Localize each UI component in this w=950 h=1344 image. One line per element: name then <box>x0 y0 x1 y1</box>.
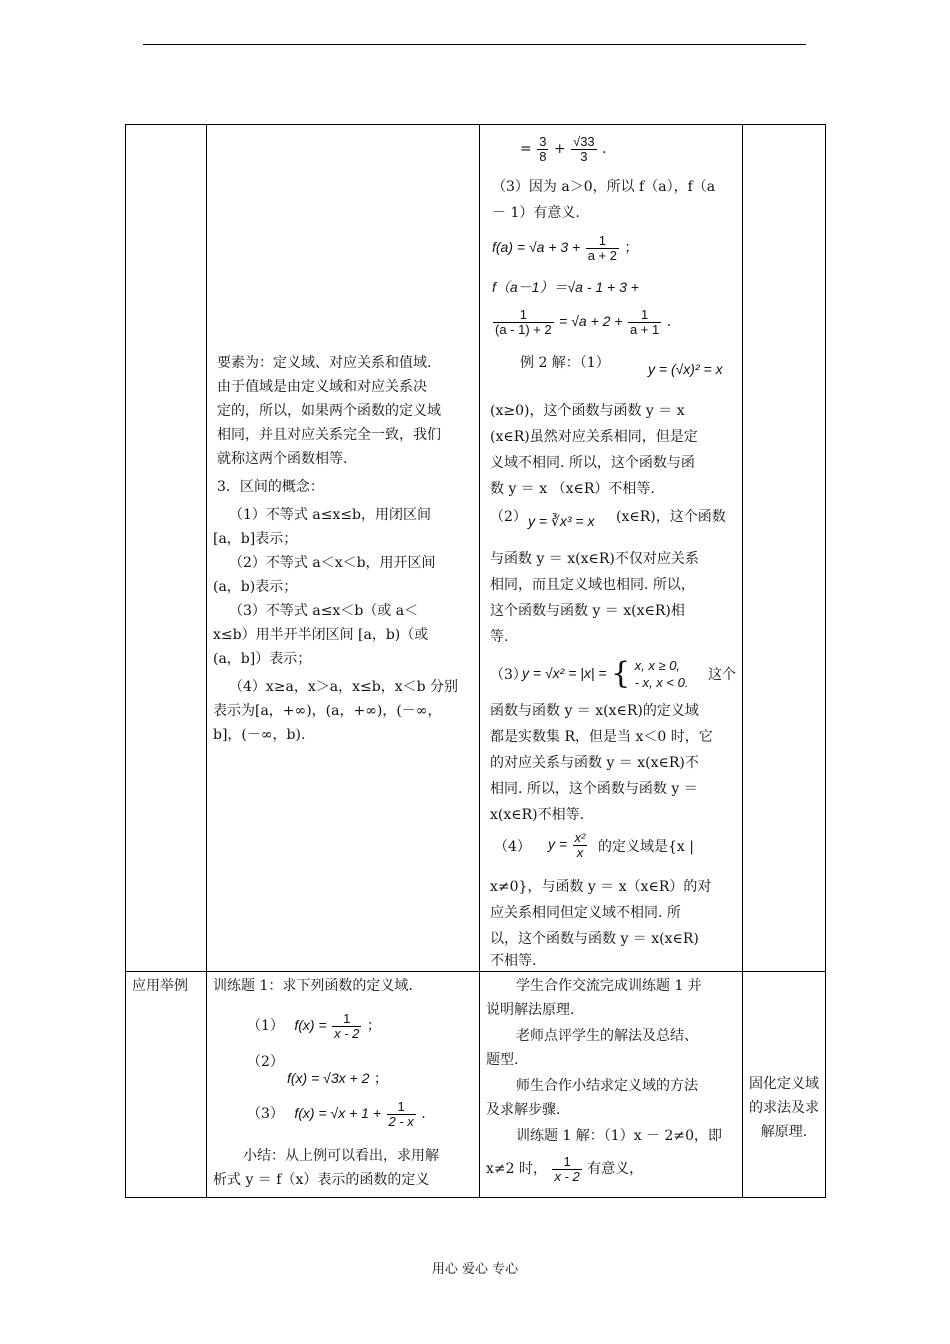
formula-q2 <box>528 511 595 532</box>
text-line: 与函数 y ＝ x(x∈R)不仅对应关系 <box>490 551 699 567</box>
text-line: 函数与函数 y ＝ x(x∈R)的定义域 <box>490 703 699 719</box>
denominator: 3 <box>580 148 588 164</box>
fraction <box>387 1100 416 1129</box>
denominator: x - 2 <box>334 1025 360 1041</box>
activity-line: 说明解法原理. <box>486 1002 575 1018</box>
text-line: 这个函数与函数 y ＝ x(x∈R)相 <box>490 603 685 619</box>
header-rule <box>143 44 806 45</box>
item-number: （2） <box>247 1054 284 1070</box>
formula-text: f(x) = √x + 1 + <box>294 1105 382 1121</box>
numerator: 1 <box>493 308 554 323</box>
text-line: [a，b]表示； <box>213 531 298 547</box>
text-line: （3）不等式 a≤x＜b（或 a＜ <box>229 603 419 619</box>
col1-empty-cell <box>126 125 207 972</box>
formula-text: f(x) = <box>294 1017 327 1033</box>
item-number: （3） <box>247 1106 284 1122</box>
formula-text: + <box>553 141 566 157</box>
formula-text: f(x) = √3x + 2 <box>287 1070 370 1086</box>
text-line: (x≥0)，这个函数与函数 y ＝ x <box>490 403 685 419</box>
text-line: （1）不等式 a≤x≤b，用闭区间 <box>229 507 432 523</box>
formula-q4 <box>548 825 588 864</box>
text-line: 由于值域是由定义域和对应关系决 <box>217 379 427 395</box>
text-line: 定的，所以，如果两个函数的定义域 <box>217 403 441 419</box>
formula-text: . <box>421 1106 426 1122</box>
text-line: （3）因为 a＞0，所以 f（a），f（a <box>492 179 716 195</box>
piecewise-cases <box>635 657 689 691</box>
fraction <box>571 135 597 164</box>
text-line: 的对应关系与函数 y ＝ x(x∈R)不 <box>490 755 699 771</box>
numerator: 1 <box>586 234 619 249</box>
case-line: - x, x < 0. <box>634 675 689 690</box>
text-line: 都是实数集 R，但是当 x＜0 时，它 <box>490 729 713 745</box>
goal-cell <box>743 972 826 1198</box>
formula-text: ； <box>624 240 639 256</box>
text-line: (a，b)表示； <box>213 579 298 595</box>
exercise-title: 训练题 1：求下列函数的定义域. <box>213 978 413 994</box>
text-line: （2） <box>490 509 527 525</box>
numerator: 1 <box>552 1155 581 1170</box>
brace-glyph: { <box>611 656 631 691</box>
fraction <box>332 1012 361 1041</box>
formula-ex2 <box>648 359 723 380</box>
text-line: （3） <box>490 667 527 683</box>
text-line: 例 2 解：（1） <box>520 355 610 371</box>
formula-text: . <box>666 314 672 330</box>
exercise-item-1 <box>247 1008 381 1043</box>
denominator: x - 2 <box>554 1168 580 1184</box>
formula-text: = √a + 2 + <box>559 313 623 329</box>
text-line: 以，这个函数与函数 y ＝ x(x∈R) <box>490 931 699 947</box>
numerator: x² <box>574 829 586 845</box>
work-cell <box>480 125 743 972</box>
denominator: 2 - x <box>388 1113 414 1129</box>
formula-text: y = ∛x³ = x <box>528 513 595 529</box>
denominator: a + 1 <box>629 321 660 337</box>
activity-line <box>486 1152 643 1186</box>
table-row <box>126 972 826 1198</box>
denominator: 8 <box>539 148 547 164</box>
formula-text: y = (√x)² = x <box>648 361 723 377</box>
formula-result <box>520 133 607 165</box>
numerator: 1 <box>332 1012 361 1027</box>
formula-text: ； <box>366 1018 381 1034</box>
activity-line: 及求解步骤. <box>486 1102 561 1118</box>
text-line: (x∈R)，这个函数 <box>616 509 726 525</box>
activity-line: 题型. <box>486 1052 519 1068</box>
text-line: 义域不相同. 所以，这个函数与函 <box>490 455 695 471</box>
formula-text: ； <box>373 1071 388 1087</box>
stage-label: 应用举例 <box>132 978 188 994</box>
denominator: x <box>576 844 584 860</box>
text-line: 的定义域是{x | <box>598 839 694 855</box>
text-line: 相同. 所以，这个函数与函数 y ＝ <box>490 781 698 797</box>
text-line: （4）x≥a，x＞a，x≤b，x＜b 分别 <box>229 679 459 695</box>
text-line: b]，(－∞，b). <box>213 727 306 743</box>
fraction <box>573 831 588 860</box>
text-line: 相同，并且对应关系完全一致，我们 <box>217 427 441 443</box>
section-heading: 3．区间的概念： <box>217 479 324 495</box>
formula-text: y = <box>548 836 568 852</box>
case-line: x, x ≥ 0, <box>634 658 681 673</box>
exercise-cell <box>207 972 480 1198</box>
text-line: （2）不等式 a＜x＜b，用开区间 <box>229 555 436 571</box>
text-line: x≠0}，与函数 y ＝ x（x∈R）的对 <box>490 879 712 895</box>
formula-text: f（a－1）＝√a - 1 + 3 + <box>492 279 639 295</box>
formula-text: y = √x² = |x| = <box>522 665 607 681</box>
activity-text: x≠2 时， <box>486 1161 547 1177</box>
formula-fa1 <box>492 277 639 298</box>
content-cell <box>207 125 480 972</box>
item-number: （1） <box>247 1018 284 1034</box>
denominator: (a - 1) + 2 <box>495 321 552 337</box>
text-line: 表示为[a，+∞)，(a，+∞)，(－∞， <box>213 703 442 719</box>
activity-line: 训练题 1 解：（1）x － 2≠0，即 <box>516 1128 723 1144</box>
col4-empty-cell <box>743 125 826 972</box>
text-line: 应关系相同但定义域不相同. 所 <box>490 905 681 921</box>
activity-cell <box>480 972 743 1198</box>
numerator: 1 <box>628 308 661 323</box>
text-line: x(x∈R)不相等. <box>490 807 585 823</box>
text-line: (a，b]）表示； <box>213 651 312 667</box>
text-line: 就称这两个函数相等. <box>217 451 348 467</box>
text-line: 相同，而且定义域也相同. 所以， <box>490 577 695 593</box>
activity-line: 老师点评学生的解法及总结、 <box>516 1028 698 1044</box>
text-line: 要素为：定义域、对应关系和值域. <box>217 355 432 371</box>
activity-line: 师生合作小结求定义域的方法 <box>516 1078 698 1094</box>
fraction <box>493 308 554 337</box>
numerator: 3 <box>539 133 547 149</box>
numerator: 1 <box>387 1100 416 1115</box>
denominator: a + 2 <box>587 247 617 263</box>
exercise-item-2 <box>287 1068 388 1089</box>
page-footer: 用心 爱心 专心 <box>431 1262 519 1277</box>
text-line: － 1）有意义. <box>492 205 580 221</box>
formula-q3 <box>522 653 688 694</box>
text-line: (x∈R)虽然对应关系相同，但是定 <box>490 429 698 445</box>
fraction <box>552 1155 581 1184</box>
goal-text: 固化定义域的求法及求解原理. <box>749 1076 819 1140</box>
fraction <box>628 308 661 337</box>
formula-text: . <box>602 141 607 157</box>
exercise-item-3 <box>247 1096 426 1131</box>
summary-line: 析式 y ＝ f（x）表示的函数的定义 <box>213 1172 430 1188</box>
text-line: x≤b）用半开半闭区间 [a，b)（或 <box>213 627 429 643</box>
fraction <box>586 234 619 263</box>
activity-text: 有意义， <box>587 1161 644 1177</box>
numerator: √33 <box>573 133 595 149</box>
summary-line: 小结：从上例可以看出，求用解 <box>243 1148 439 1164</box>
formula-text: f(a) = √a + 3 + <box>492 239 581 255</box>
text-line: （4） <box>494 839 531 855</box>
text-line: 数 y ＝ x （x∈R）不相等. <box>490 481 655 497</box>
text-line: 不相等. <box>490 953 537 969</box>
table-row <box>126 125 826 972</box>
text-line: 等. <box>490 629 509 645</box>
text-line: 这个 <box>708 667 736 683</box>
lesson-table <box>125 124 826 1198</box>
stage-label-cell <box>126 972 207 1198</box>
formula-text: = <box>520 141 532 157</box>
activity-line: 学生合作交流完成训练题 1 并 <box>516 978 702 994</box>
formula-fa1-cont <box>492 305 671 338</box>
fraction <box>537 135 548 164</box>
formula-fa <box>492 231 638 264</box>
